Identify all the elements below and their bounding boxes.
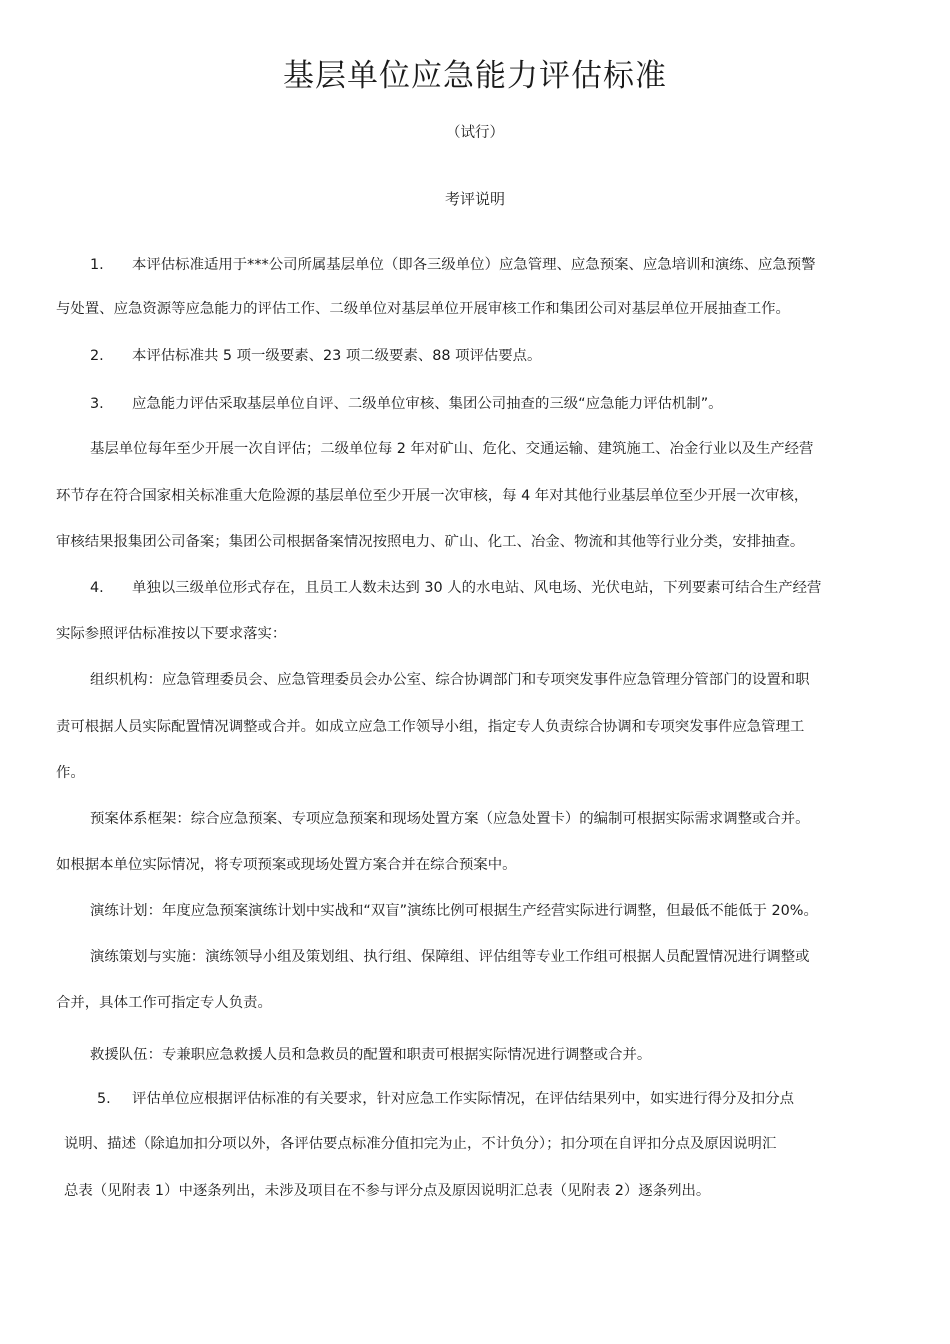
item-text: 本评估标准适用于***公司所属基层单位（即各三级单位）应急管理、应急预案、应急培训和演练、应急预警 xyxy=(132,257,816,273)
item-text: 评估单位应根据评估标准的有关要求，针对应急工作实际情况，在评估结果列中，如实进行得分及扣分点 xyxy=(132,1091,794,1107)
item-number: 4. xyxy=(90,580,104,596)
mechanism-line-1: 基层单位每年至少开展一次自评估；二级单位每 2 年对矿山、危化、交通运输、建筑施工、冶金行业以及生产经营 xyxy=(90,441,814,457)
item-5-line-3: 总表（见附表 1）中逐条列出，未涉及项目在不参与评分点及原因说明汇总表（见附表 2）逐条列出。 xyxy=(64,1183,711,1199)
org-line-2: 责可根据人员实际配置情况调整或合并。如成立应急工作领导小组，指定专人负责综合协调和专项突发事件应急管理工 xyxy=(56,719,805,735)
item-4-line-1 xyxy=(90,578,821,598)
item-3-line-1 xyxy=(90,394,723,414)
mechanism-line-3: 审核结果报集团公司备案；集团公司根据备案情况按照电力、矿山、化工、冶金、物流和其他等行业分类，安排抽查。 xyxy=(56,534,805,550)
rescue-line-1: 救援队伍：专兼职应急救援人员和急救员的配置和职责可根据实际情况进行调整或合并。 xyxy=(90,1047,652,1063)
mechanism-line-2: 环节存在符合国家相关标准重大危险源的基层单位至少开展一次审核，每 4 年对其他行业基层单位至少开展一次审核， xyxy=(56,488,809,504)
drill-impl-line-2: 合并，具体工作可指定专人负责。 xyxy=(56,995,272,1011)
item-1-line-2: 与处置、应急资源等应急能力的评估工作、二级单位对基层单位开展审核工作和集团公司对基层单位开展抽查工作。 xyxy=(56,301,790,317)
plan-line-2: 如根据本单位实际情况，将专项预案或现场处置方案合并在综合预案中。 xyxy=(56,857,517,873)
item-2-line-1 xyxy=(90,346,541,366)
item-text: 本评估标准共 5 项一级要素、23 项二级要素、88 项评估要点。 xyxy=(132,348,542,364)
section-heading: 考评说明 xyxy=(444,190,505,208)
org-line-1: 组织机构：应急管理委员会、应急管理委员会办公室、综合协调部门和专项突发事件应急管理分管部门的设置和职 xyxy=(90,672,810,688)
document-title: 基层单位应急能力评估标准 xyxy=(283,58,667,94)
item-1-line-1 xyxy=(90,255,816,275)
plan-line-1: 预案体系框架：综合应急预案、专项应急预案和现场处置方案（应急处置卡）的编制可根据实际需求调整或合并。 xyxy=(90,811,810,827)
item-text: 单独以三级单位形式存在，且员工人数未达到 30 人的水电站、风电场、光伏电站，下列要素可结合生产经营 xyxy=(132,580,822,596)
drill-impl-line-1: 演练策划与实施：演练领导小组及策划组、执行组、保障组、评估组等专业工作组可根据人员配置情况进行调整或 xyxy=(90,949,810,965)
item-number: 1. xyxy=(90,257,104,273)
item-number: 5. xyxy=(97,1091,111,1107)
item-number: 3. xyxy=(90,396,104,412)
drill-plan-line-1: 演练计划：年度应急预案演练计划中实战和“双盲”演练比例可根据生产经营实际进行调整，但最低不能低于 20%。 xyxy=(90,903,818,919)
item-5-line-2: 说明、描述（除追加扣分项以外，各评估要点标准分值扣完为止，不计负分）；扣分项在自评扣分点及原因说明汇 xyxy=(64,1136,777,1152)
item-text: 应急能力评估采取基层单位自评、二级单位审核、集团公司抽查的三级“应急能力评估机制”。 xyxy=(132,396,723,412)
org-line-3: 作。 xyxy=(56,765,85,781)
item-5-line-1 xyxy=(97,1089,794,1109)
document-subtitle: （试行） xyxy=(446,125,504,141)
item-4-line-2: 实际参照评估标准按以下要求落实： xyxy=(56,626,287,642)
item-number: 2. xyxy=(90,348,104,364)
